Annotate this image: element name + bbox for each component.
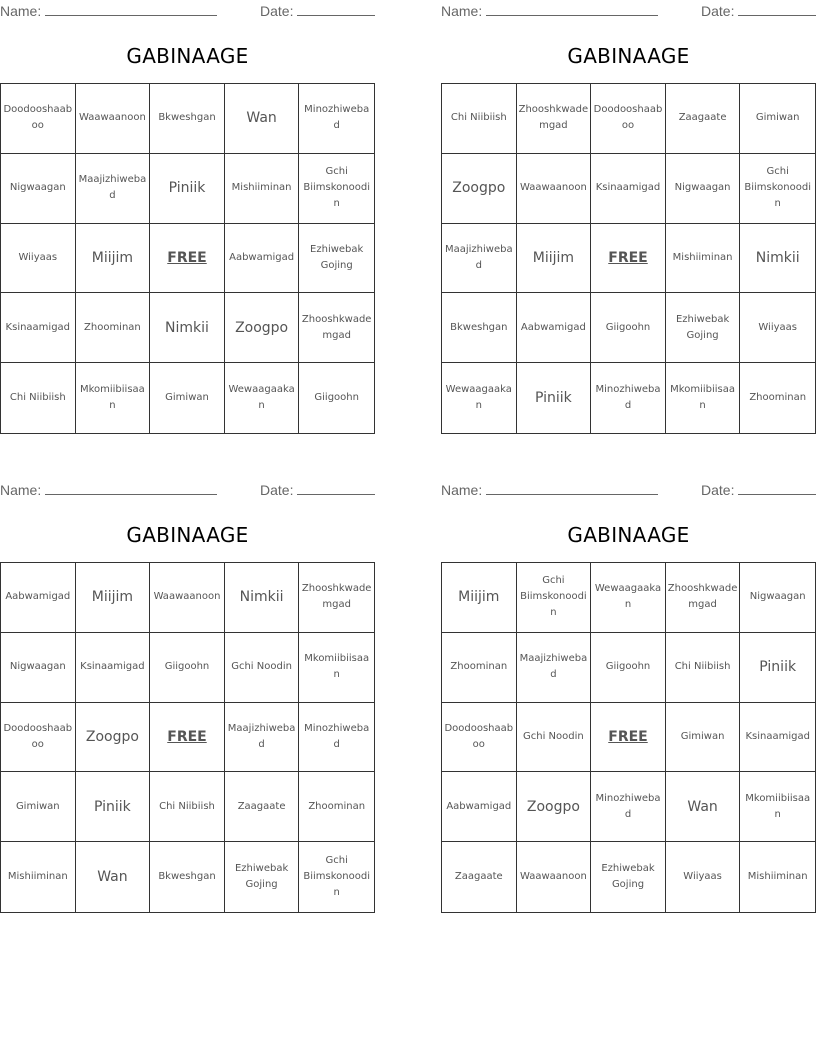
bingo-cell: Nimkii (740, 224, 815, 294)
bingo-cell: Piniik (517, 363, 592, 433)
bingo-cell: Ksinaamigad (740, 703, 815, 773)
bingo-cell: Zhoominan (749, 392, 807, 404)
bingo-cell: Aabwamigad (517, 293, 592, 363)
name-line (0, 481, 217, 498)
free-space-cell: FREE (591, 224, 666, 294)
date-line (701, 481, 816, 498)
bingo-cell: Mkomiibiisaan (299, 633, 374, 703)
bingo-cell: Bkweshgan (150, 84, 225, 154)
bingo-cell: Zaagaate (225, 772, 300, 842)
card-header (0, 481, 375, 499)
bingo-cell: Zoogpo (225, 293, 300, 363)
bingo-cell: Zhoominan (299, 772, 374, 842)
bingo-cell: Zhooshkwademgad (299, 293, 374, 363)
bingo-cell: Chi Niibiish (1, 363, 76, 433)
bingo-grid (441, 562, 816, 913)
bingo-cell: Doodooshaaboo (1, 84, 76, 154)
bingo-cell: Ezhiwebak Gojing (299, 224, 374, 294)
card-title: GABINAAGE (126, 44, 249, 68)
bingo-cell: Giigoohn (591, 293, 666, 363)
bingo-cell: Zhoominan (442, 633, 517, 703)
bingo-grid (0, 83, 375, 434)
bingo-card-2 (441, 0, 816, 440)
bingo-cell: Mishiiminan (666, 224, 741, 294)
bingo-cell: Nigwaagan (666, 154, 741, 224)
bingo-cell: Zhooshkwademgad (666, 563, 741, 633)
bingo-cell: Wan (666, 772, 741, 842)
bingo-cell: Maajizhiwebad (442, 224, 517, 294)
date-label: Date: (260, 482, 294, 498)
bingo-cell: Ezhiwebak Gojing (591, 842, 666, 912)
date-line (701, 2, 816, 19)
date-blank (297, 481, 375, 495)
bingo-cell: Gimiwan (666, 703, 741, 773)
bingo-cell: Piniik (76, 772, 151, 842)
bingo-cell: Mkomiibiisaan (666, 363, 741, 433)
date-label: Date: (260, 3, 294, 19)
bingo-cell: Minozhiwebad (299, 84, 374, 154)
bingo-cell: Waawaanoon (150, 563, 225, 633)
bingo-cell: Maajizhiwebad (76, 154, 151, 224)
name-line (441, 2, 658, 19)
bingo-cell: Zhoominan (76, 293, 151, 363)
bingo-cell: Ezhiwebak Gojing (666, 293, 741, 363)
name-label: Name: (441, 482, 483, 498)
bingo-cell: Waawaanoon (76, 84, 151, 154)
bingo-cell: Gimiwan (1, 772, 76, 842)
bingo-cell: Gchi Biimskonoodin (517, 563, 592, 633)
bingo-cell: Mishiiminan (1, 842, 76, 912)
date-blank (738, 481, 816, 495)
bingo-cell: Zoogpo (517, 772, 592, 842)
bingo-cell: Piniik (740, 633, 815, 703)
bingo-cell: Aabwamigad (1, 563, 76, 633)
bingo-cell: Gchi Noodin (517, 703, 592, 773)
bingo-cell: Aabwamigad (442, 772, 517, 842)
bingo-cell: Minozhiwebad (299, 703, 374, 773)
bingo-cell: Wan (225, 84, 300, 154)
bingo-cell: Zaagaate (442, 842, 517, 912)
bingo-cell: Wiiyaas (1, 224, 76, 294)
bingo-cell: Waawaanoon (517, 842, 592, 912)
bingo-cell: Minozhiwebad (591, 363, 666, 433)
bingo-cell: Ezhiwebak Gojing (225, 842, 300, 912)
bingo-cell: Gchi Biimskonoodin (303, 855, 370, 899)
bingo-cell: Wewaagaakan (591, 563, 666, 633)
bingo-cell: Wiiyaas (666, 842, 741, 912)
date-line (260, 2, 375, 19)
bingo-cell: Nimkii (150, 293, 225, 363)
card-header (441, 481, 816, 499)
bingo-cell: Mishiiminan (747, 871, 808, 883)
card-title: GABINAAGE (567, 44, 690, 68)
name-label: Name: (0, 3, 42, 19)
bingo-cell: Piniik (150, 154, 225, 224)
bingo-cell: Mkomiibiisaan (76, 363, 151, 433)
free-space-cell: FREE (150, 224, 225, 294)
bingo-card-1 (0, 0, 375, 440)
name-blank (486, 481, 658, 495)
bingo-cell: Nigwaagan (740, 563, 815, 633)
bingo-cell: Miijim (517, 224, 592, 294)
bingo-cell: Mkomiibiisaan (740, 772, 815, 842)
bingo-cell: Miijim (76, 224, 151, 294)
bingo-cell: Gchi Biimskonoodin (299, 154, 374, 224)
bingo-cell: Zhooshkwademgad (517, 84, 592, 154)
bingo-cell: Mishiiminan (225, 154, 300, 224)
bingo-cell: Maajizhiwebad (225, 703, 300, 773)
bingo-cell: Zoogpo (442, 154, 517, 224)
bingo-cell: Minozhiwebad (591, 772, 666, 842)
bingo-cell: Gimiwan (150, 363, 225, 433)
bingo-card-4 (441, 479, 816, 919)
card-header (0, 2, 375, 20)
name-blank (486, 2, 658, 16)
bingo-cell: Wiiyaas (740, 293, 815, 363)
name-line (0, 2, 217, 19)
bingo-cell: Zoogpo (76, 703, 151, 773)
bingo-cell: Zhooshkwademgad (299, 563, 374, 633)
free-space-cell: FREE (150, 703, 225, 773)
date-label: Date: (701, 3, 735, 19)
bingo-grid (441, 83, 816, 434)
bingo-cell: Doodooshaaboo (1, 703, 76, 773)
bingo-cell: Waawaanoon (517, 154, 592, 224)
bingo-cell: Wewaagaakan (225, 363, 300, 433)
bingo-card-3 (0, 479, 375, 919)
card-title: GABINAAGE (567, 523, 690, 547)
bingo-cell: Chi Niibiish (150, 772, 225, 842)
bingo-grid (0, 562, 375, 913)
bingo-cell: Giigoohn (591, 633, 666, 703)
bingo-cell: Miijim (76, 563, 151, 633)
bingo-cell: Wan (76, 842, 151, 912)
bingo-cell: Wewaagaakan (442, 363, 517, 433)
bingo-cell: Ksinaamigad (591, 154, 666, 224)
bingo-cell: Gimiwan (740, 84, 815, 154)
bingo-cell: Chi Niibiish (442, 84, 517, 154)
bingo-cell: Nigwaagan (1, 154, 76, 224)
card-header (441, 2, 816, 20)
bingo-cell: Bkweshgan (442, 293, 517, 363)
bingo-cell: Ksinaamigad (1, 293, 76, 363)
bingo-cell: Chi Niibiish (666, 633, 741, 703)
bingo-cell: Zaagaate (666, 84, 741, 154)
date-label: Date: (701, 482, 735, 498)
bingo-cell: Doodooshaaboo (591, 84, 666, 154)
bingo-cell: Gchi Biimskonoodin (740, 154, 815, 224)
name-label: Name: (0, 482, 42, 498)
bingo-cell: Giigoohn (150, 633, 225, 703)
date-blank (738, 2, 816, 16)
bingo-cell: Giigoohn (314, 392, 359, 404)
bingo-cell: Gchi Noodin (225, 633, 300, 703)
name-blank (45, 2, 217, 16)
bingo-cell: Aabwamigad (225, 224, 300, 294)
name-line (441, 481, 658, 498)
name-label: Name: (441, 3, 483, 19)
card-title: GABINAAGE (126, 523, 249, 547)
free-space-cell: FREE (591, 703, 666, 773)
date-line (260, 481, 375, 498)
bingo-cell: Ksinaamigad (76, 633, 151, 703)
bingo-cell: Bkweshgan (150, 842, 225, 912)
bingo-cell: Nigwaagan (1, 633, 76, 703)
name-blank (45, 481, 217, 495)
bingo-cell: Doodooshaaboo (442, 703, 517, 773)
date-blank (297, 2, 375, 16)
bingo-cell: Miijim (442, 563, 517, 633)
bingo-cell: Nimkii (225, 563, 300, 633)
bingo-cell: Maajizhiwebad (517, 633, 592, 703)
